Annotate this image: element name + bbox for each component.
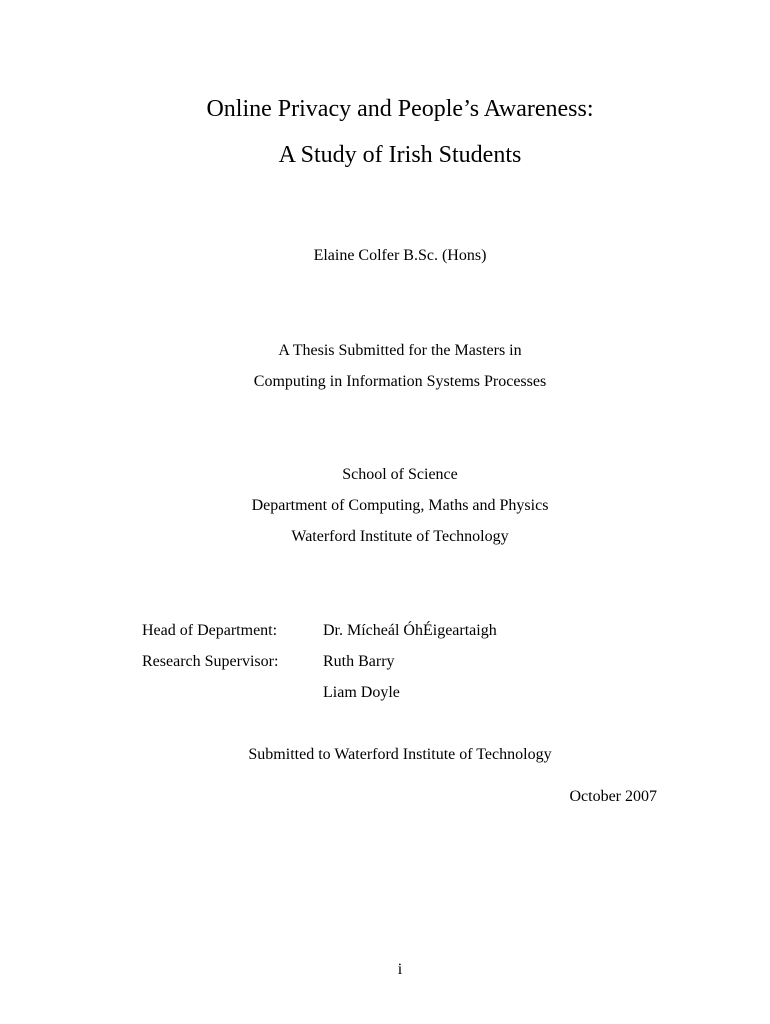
head-of-department-label: Head of Department:	[142, 622, 278, 639]
school-name: School of Science	[342, 466, 458, 483]
thesis-title-line-2: A Study of Irish Students	[278, 142, 522, 168]
research-supervisor-label: Research Supervisor:	[142, 653, 279, 670]
department-name: Department of Computing, Maths and Physics	[251, 497, 549, 514]
submission-statement-line-1: A Thesis Submitted for the Masters in	[278, 342, 522, 359]
thesis-title-line-1: Online Privacy and People’s Awareness:	[206, 96, 594, 122]
submitted-to-statement: Submitted to Waterford Institute of Technology	[248, 746, 552, 763]
submission-date: October 2007	[569, 788, 657, 805]
page-number: i	[397, 961, 403, 978]
research-supervisor-name: Liam Doyle	[323, 684, 400, 701]
submission-statement-line-2: Computing in Information Systems Processes	[253, 373, 547, 390]
research-supervisor-name: Ruth Barry	[323, 653, 395, 670]
author-name: Elaine Colfer B.Sc. (Hons)	[313, 247, 487, 264]
head-of-department-name: Dr. Mícheál ÓhÉigeartaigh	[323, 622, 497, 639]
institute-name: Waterford Institute of Technology	[291, 528, 509, 545]
